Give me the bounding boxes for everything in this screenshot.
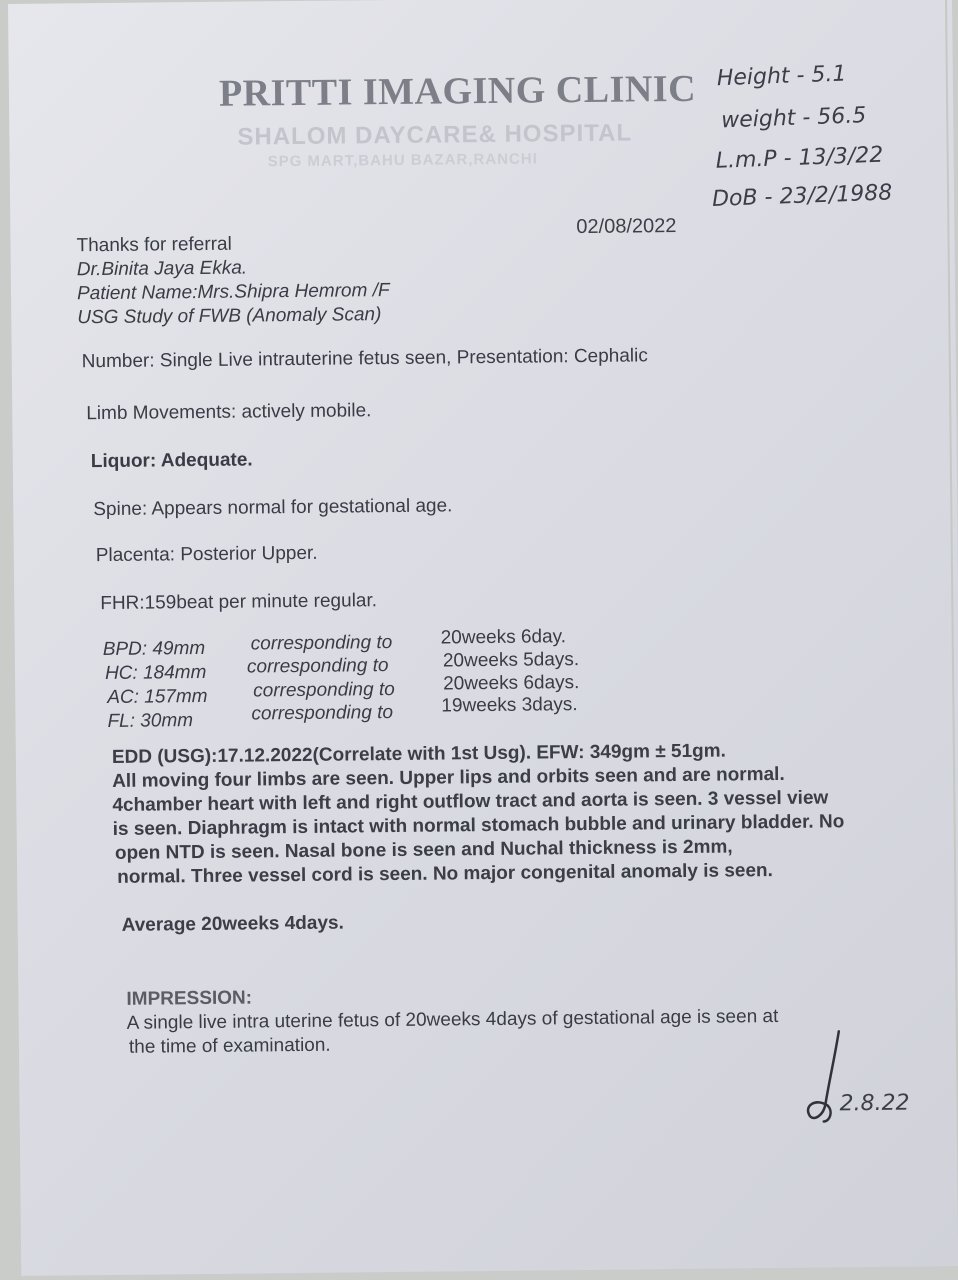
measurement-fl-label: FL: 30mm (107, 710, 194, 732)
report-date: 02/08/2022 (576, 215, 677, 239)
study-line: USG Study of FWB (Anomaly Scan) (77, 304, 382, 329)
measurement-fl-rel: corresponding to (251, 702, 394, 725)
measurement-bpd-label: BPD: 49mm (102, 637, 206, 661)
finding-line-1: All moving four limbs are seen. Upper lips and orbits seen and are normal. (112, 763, 785, 792)
spine-line: Spine: Appears normal for gestational age. (93, 495, 453, 521)
impression-heading: IMPRESSION: (126, 987, 253, 1010)
clinic-address: SPG MART,BAHU BAZAR,RANCHI (267, 150, 538, 171)
finding-line-2: 4chamber heart with left and right outflow tract and aorta is seen. 3 vessel view (112, 787, 829, 816)
measurement-hc-age: 20weeks 5days. (442, 649, 580, 672)
measurement-hc-label: HC: 184mm (104, 661, 207, 685)
average-line: Average 20weeks 4days. (121, 912, 344, 936)
handwritten-dob: DoB - 23/2/1988 (711, 180, 893, 212)
report-page (8, 0, 958, 1276)
finding-line-3: is seen. Diaphragm is intact with normal stomach bubble and urinary bladder. No (112, 811, 845, 840)
doctor-line: Dr.Binita Jaya Ekka. (76, 257, 248, 281)
impression-line-1: A single live intra uterine fetus of 20weeks 4days of gestational age is seen at (126, 1005, 779, 1034)
measurement-ac-age: 20weeks 6days. (443, 672, 580, 695)
edd-line: EDD (USG):17.12.2022(Correlate with 1st Usg). EFW: 349gm ± 51gm. (111, 740, 727, 768)
finding-line-5: normal. Three vessel cord is seen. No major congenital anomaly is seen. (117, 860, 773, 888)
fhr-line: FHR:159beat per minute regular. (100, 590, 378, 615)
signature-date: 2.8.22 (839, 1090, 910, 1117)
measurement-hc-rel: corresponding to (246, 655, 389, 678)
measurement-ac-label: AC: 157mm (107, 685, 208, 708)
handwritten-height: Height - 5.1 (716, 61, 847, 92)
measurement-fl-age: 19weeks 3days. (441, 694, 578, 717)
measurement-bpd-age: 20weeks 6day. (440, 626, 567, 649)
handwritten-lmp: L.m.P - 13/3/22 (715, 142, 884, 174)
hospital-name: SHALOM DAYCARE& HOSPITAL (237, 119, 633, 151)
finding-line-4: open NTD is seen. Nasal bone is seen and Nuchal thickness is 2mm, (114, 836, 733, 864)
referral-line: Thanks for referral (76, 233, 232, 257)
placenta-line: Placenta: Posterior Upper. (95, 542, 318, 567)
patient-line: Patient Name:Mrs.Shipra Hemrom /F (76, 280, 390, 305)
limb-line: Limb Movements: actively mobile. (86, 400, 372, 425)
number-line: Number: Single Live intrauterine fetus seen, Presentation: Cephalic (81, 345, 648, 373)
impression-line-2: the time of examination. (128, 1034, 331, 1058)
measurement-ac-rel: corresponding to (253, 678, 395, 702)
measurement-bpd-rel: corresponding to (250, 632, 393, 655)
clinic-name: PRITTI IMAGING CLINIC (218, 67, 697, 115)
liquor-line: Liquor: Adequate. (90, 449, 253, 473)
handwritten-weight: weight - 56.5 (720, 103, 867, 134)
